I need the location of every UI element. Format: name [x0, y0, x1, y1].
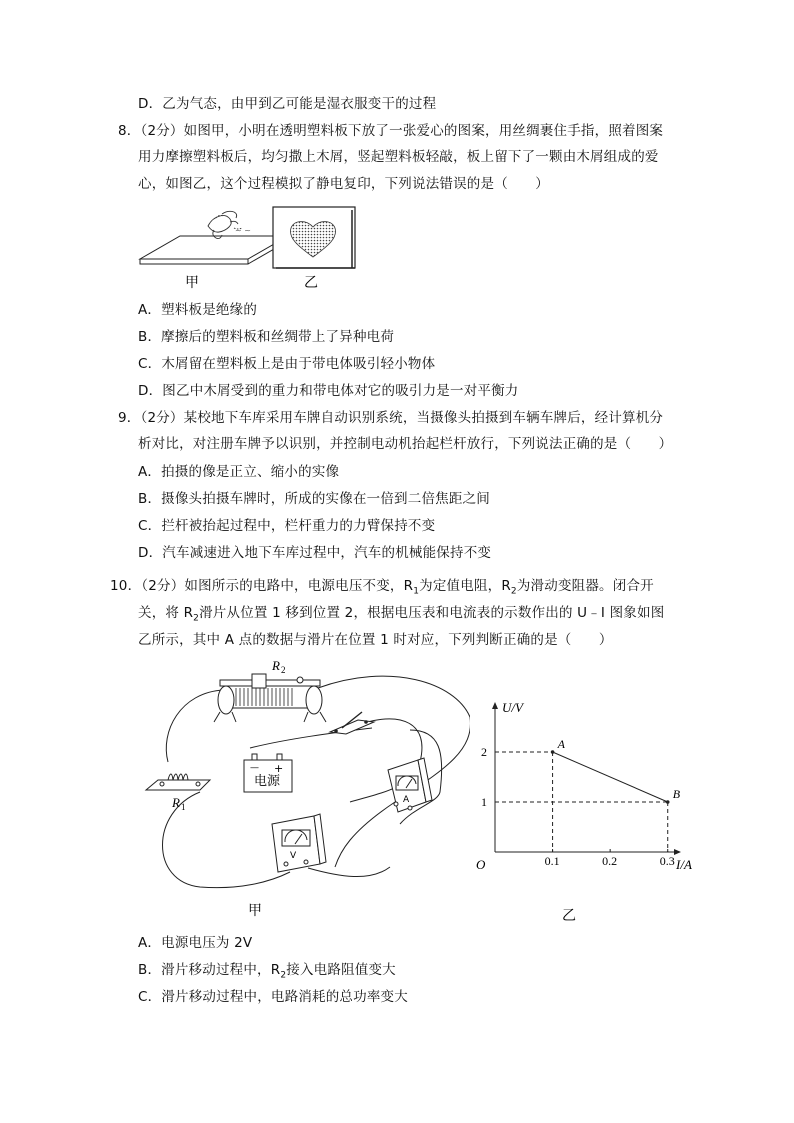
- minus-sign: —: [250, 763, 259, 773]
- x-tick-label: 0.1: [544, 854, 560, 868]
- q10-l1-part2: 为定值电阻，R: [419, 578, 511, 594]
- q8-option-c: C．木屑留在塑料板上是由于带电体吸引轻小物体: [138, 356, 436, 372]
- r2-label-subscript: 2: [281, 665, 286, 675]
- series-line: [553, 752, 668, 802]
- heart-board-figure: [273, 207, 355, 268]
- x-tick-label: 0.2: [602, 854, 618, 868]
- r1-subscript: 1: [413, 586, 420, 597]
- svg-text:~ ~: ~ ~: [235, 226, 251, 235]
- data-point-label: B: [672, 787, 681, 801]
- q8-stem-line1: 8．（2分）如图甲，小明在透明塑料板下放了一张爱心的图案，用丝绸裹住手指，照着图案: [118, 123, 664, 139]
- data-point: [551, 750, 555, 754]
- r2-subscript: 2: [510, 586, 517, 597]
- q10-l1-part3: 为滑动变阻器。闭合开: [516, 578, 654, 594]
- ammeter: [388, 758, 432, 812]
- q9-option-b: B．摄像头拍摄车牌时，所成的实像在一倍到二倍焦距之间: [138, 491, 490, 507]
- circuit-diagram: [140, 652, 470, 924]
- q10-stem-line1: [110, 576, 654, 602]
- q8-option-a: A．塑料板是绝缘的: [138, 302, 258, 318]
- q9-option-d: D．汽车减速进入地下车库过程中，汽车的机械能保持不变: [138, 545, 492, 561]
- r1-label: R: [172, 795, 180, 810]
- plus-sign: +: [274, 762, 284, 775]
- q10-l2-part1: 关，将 R: [138, 605, 194, 621]
- q8-stem-line3: 心，如图乙，这个过程模拟了静电复印，下列说法错误的是（ ）: [138, 176, 549, 192]
- figure-yi-caption: 乙: [304, 275, 318, 291]
- figure-jia-caption: 甲: [185, 275, 199, 291]
- voltmeter-letter: V: [290, 851, 297, 861]
- q8-option-b: B．摩擦后的塑料板和丝绸带上了异种电荷: [138, 329, 395, 345]
- q8-figures: [130, 200, 370, 300]
- y-tick-label: 1: [481, 795, 487, 809]
- q7-option-d: D．乙为气态，由甲到乙可能是湿衣服变干的过程: [138, 96, 437, 112]
- q10-stem-line3: 乙所示，其中 A 点的数据与滑片在位置 1 时对应，下列判断正确的是（ ）: [138, 632, 613, 648]
- r2-subscript: 2: [193, 613, 200, 624]
- y-axis-label: U/V: [502, 700, 523, 715]
- q8-stem-line2: 用力摩擦塑料板后，均匀撒上木屑，竖起塑料板轻敲，板上留下了一颗由木屑组成的爱: [138, 149, 659, 165]
- power-source-label: 电源: [254, 774, 281, 789]
- data-point: [666, 800, 670, 804]
- data-point-label: A: [557, 737, 565, 751]
- q9-stem-line1: 9．（2分）某校地下车库采用车牌自动识别系统，当摄像头拍摄到车辆车牌后，经计算机分: [118, 410, 664, 426]
- q9-stem-line2: 析对比，对注册车牌予以识别，并控制电动机抬起栏杆放行，下列说法正确的是（ ）: [138, 436, 673, 452]
- q10-option-c: C．滑片移动过程中，电路消耗的总功率变大: [138, 989, 408, 1005]
- q10-option-b-part2: 接入电路阻值变大: [286, 962, 396, 978]
- q8-option-d: D．图乙中木屑受到的重力和带电体对它的吸引力是一对平衡力: [138, 383, 519, 399]
- plastic-board-figure: [140, 236, 288, 264]
- q10-option-a: A．电源电压为 2V: [138, 935, 253, 951]
- graph-caption: 乙: [562, 908, 576, 924]
- q9-option-c: C．拦杆被抬起过程中，栏杆重力的力臂保持不变: [138, 518, 436, 534]
- x-axis-label: I/A: [676, 857, 692, 872]
- r1-label-subscript: 1: [181, 802, 186, 812]
- voltmeter: [272, 814, 326, 872]
- power-source: [244, 754, 292, 792]
- u-i-graph: [470, 695, 710, 930]
- ammeter-letter: A: [403, 795, 410, 805]
- r2-subscript: 2: [280, 970, 287, 981]
- wire: [166, 690, 224, 762]
- q10-l1-part1: 10．（2分）如图所示的电路中，电源电压不变，R: [110, 578, 414, 594]
- q10-option-b: [138, 960, 396, 986]
- q9-option-a: A．拍摄的像是正立、缩小的实像: [138, 464, 340, 480]
- origin-label: O: [476, 857, 486, 872]
- q10-l2-part2: 滑片从位置 1 移到位置 2，根据电压表和电流表的示数作出的 U﹣I 图象如图: [199, 605, 665, 621]
- x-tick-label: 0.3: [659, 854, 675, 868]
- r2-label: R: [272, 658, 280, 673]
- switch: [330, 712, 374, 734]
- q10-stem-line2: [138, 603, 664, 629]
- rheostat-r2: [214, 658, 326, 722]
- q10-option-b-part1: B．滑片移动过程中，R: [138, 962, 281, 978]
- y-tick-label: 2: [481, 745, 487, 759]
- resistor-r1: [146, 774, 210, 812]
- circuit-caption: 甲: [248, 903, 262, 919]
- finger-rubbing-icon: [208, 211, 251, 238]
